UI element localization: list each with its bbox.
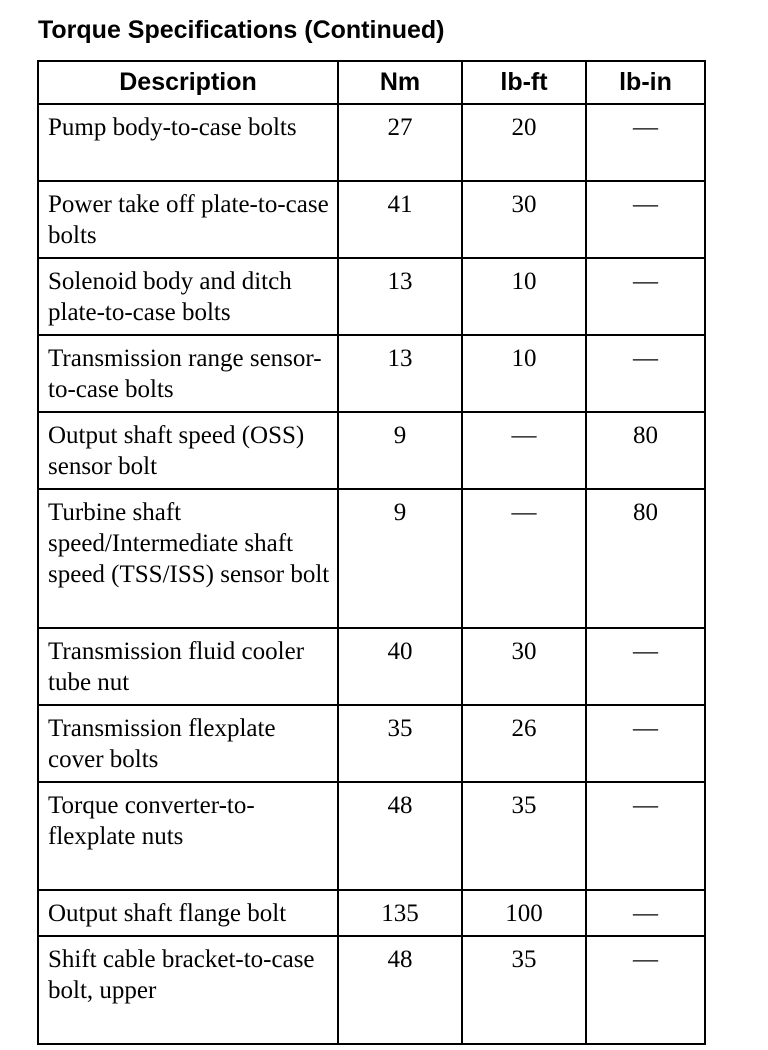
row-description: Turbine shaft speed/Intermediate shaft speed (TSS/ISS) sensor bolt bbox=[38, 489, 338, 628]
row-nm: 41 bbox=[338, 181, 462, 258]
row-nm: 9 bbox=[338, 489, 462, 628]
row-description: Torque converter-to-flexplate nuts bbox=[38, 782, 338, 890]
table-row bbox=[38, 890, 705, 936]
row-lbft: 30 bbox=[462, 628, 586, 705]
table-header-row bbox=[38, 61, 705, 104]
row-lbin: — bbox=[586, 628, 705, 705]
header-lbft: lb-ft bbox=[462, 61, 586, 104]
row-nm: 13 bbox=[338, 335, 462, 412]
row-lbft: 30 bbox=[462, 181, 586, 258]
header-lbin: lb-in bbox=[586, 61, 705, 104]
row-lbin: — bbox=[586, 181, 705, 258]
row-nm: 40 bbox=[338, 628, 462, 705]
page-title: Torque Specifications (Continued) bbox=[38, 16, 445, 44]
row-lbft: 100 bbox=[462, 890, 586, 936]
row-description: Output shaft speed (OSS) sensor bolt bbox=[38, 412, 338, 489]
header-nm: Nm bbox=[338, 61, 462, 104]
table-row bbox=[38, 489, 705, 628]
row-lbft: 10 bbox=[462, 335, 586, 412]
row-description: Solenoid body and ditch plate-to-case bolts bbox=[38, 258, 338, 335]
row-description: Transmission fluid cooler tube nut bbox=[38, 628, 338, 705]
table-row bbox=[38, 936, 705, 1044]
row-lbin: — bbox=[586, 104, 705, 181]
row-nm: 135 bbox=[338, 890, 462, 936]
row-lbft: 35 bbox=[462, 782, 586, 890]
row-description: Pump body-to-case bolts bbox=[38, 104, 338, 181]
row-lbft: 20 bbox=[462, 104, 586, 181]
row-lbin: — bbox=[586, 705, 705, 782]
torque-spec-table bbox=[37, 60, 706, 1045]
row-nm: 13 bbox=[338, 258, 462, 335]
table-row bbox=[38, 258, 705, 335]
row-nm: 9 bbox=[338, 412, 462, 489]
row-lbin: 80 bbox=[586, 412, 705, 489]
row-lbin: — bbox=[586, 335, 705, 412]
row-description: Transmission range sensor-to-case bolts bbox=[38, 335, 338, 412]
row-lbin: — bbox=[586, 258, 705, 335]
row-nm: 48 bbox=[338, 782, 462, 890]
table-row bbox=[38, 335, 705, 412]
row-lbin: 80 bbox=[586, 489, 705, 628]
row-description: Transmission flexplate cover bolts bbox=[38, 705, 338, 782]
header-description: Description bbox=[38, 61, 338, 104]
row-description: Shift cable bracket-to-case bolt, upper bbox=[38, 936, 338, 1044]
row-nm: 35 bbox=[338, 705, 462, 782]
row-lbft: 10 bbox=[462, 258, 586, 335]
row-lbin: — bbox=[586, 936, 705, 1044]
row-lbft: 35 bbox=[462, 936, 586, 1044]
table-row bbox=[38, 181, 705, 258]
row-description: Output shaft flange bolt bbox=[38, 890, 338, 936]
row-lbft: 26 bbox=[462, 705, 586, 782]
row-lbin: — bbox=[586, 890, 705, 936]
row-nm: 27 bbox=[338, 104, 462, 181]
table-row bbox=[38, 412, 705, 489]
row-lbft: — bbox=[462, 412, 586, 489]
row-description: Power take off plate-to-case bolts bbox=[38, 181, 338, 258]
row-nm: 48 bbox=[338, 936, 462, 1044]
table-row bbox=[38, 628, 705, 705]
row-lbin: — bbox=[586, 782, 705, 890]
table-row bbox=[38, 782, 705, 890]
row-lbft: — bbox=[462, 489, 586, 628]
table-row bbox=[38, 104, 705, 181]
table-row bbox=[38, 705, 705, 782]
